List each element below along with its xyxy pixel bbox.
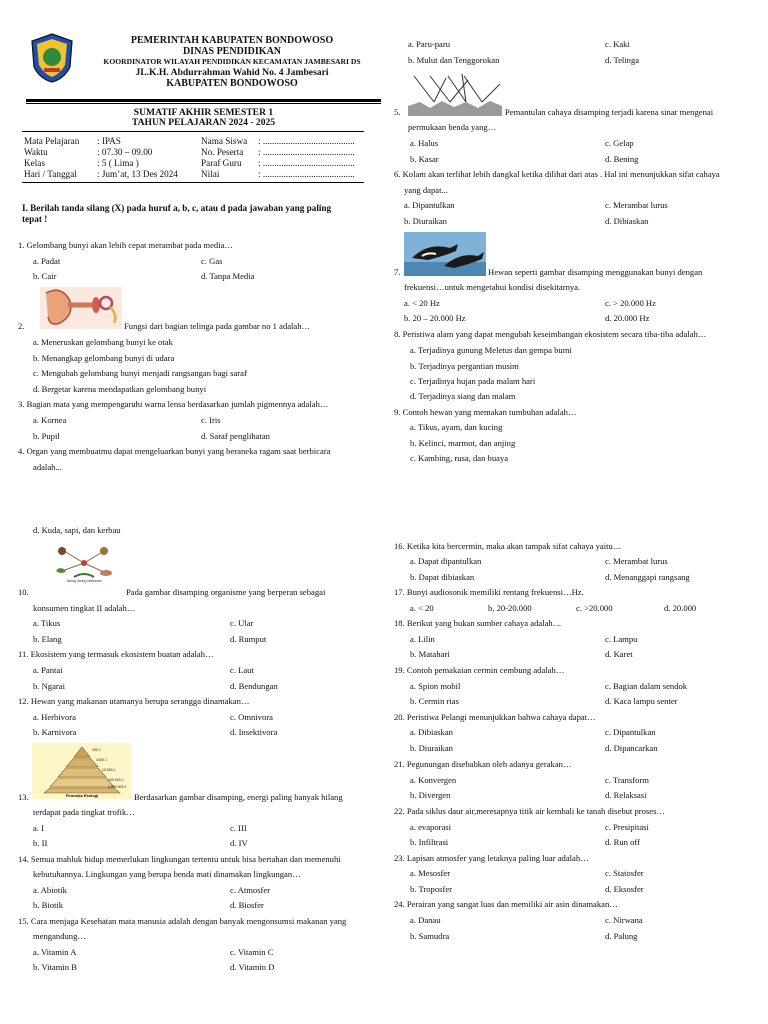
q22-option-b[interactable]: b. Infiltrasi [410,837,449,847]
q7-option-a[interactable]: a. < 20 Hz [404,298,440,308]
q6-option-b[interactable]: b. Diuraikan [404,216,447,226]
q13-option-a[interactable]: a. I [33,823,44,833]
q8-option-d[interactable]: d. Terjadinya siang dan malam [410,391,516,401]
q7-option-d[interactable]: d. 20.000 Hz [605,313,650,323]
q13-option-c[interactable]: c. III [230,823,247,833]
q12-option-c[interactable]: c. Omnivora [230,712,273,722]
question-4-line-2: adalah... [33,462,62,472]
q20-option-d[interactable]: d. Dipancarkan [605,743,658,753]
header-line-5: KABUPATEN BONDOWOSO [166,78,298,89]
q5-option-c[interactable]: c. Gelap [605,138,634,148]
exam-title: SUMATIF AKHIR SEMESTER 1 [133,107,274,118]
q18-option-b[interactable]: b. Matahari [410,649,450,659]
question-23: 23. Lapisan atmosfer yang letaknya paling luar adalah… [394,853,589,863]
header-line-2: DINAS PENDIDIKAN [182,46,282,57]
teacher-initial-label: Paraf Guru [201,158,242,168]
info-rule-bottom [22,182,364,183]
q24-option-d[interactable]: d. Palung [605,931,638,941]
header-line-1: PEMERINTAH KABUPATEN BONDOWOSO [130,35,334,46]
question-20: 20. Peristiwa Pelangi menunjukkan bahwa cahaya dapat… [394,712,596,722]
q21-option-a[interactable]: a. Konvergen [410,775,457,785]
question-11: 11. Ekosistem yang termasuk ekosistem buatan adalah… [18,649,214,659]
q12-option-d[interactable]: d. Insektivora [230,727,278,737]
q16-option-b[interactable]: b. Dapat dibiaskan [410,572,475,582]
q3-option-d[interactable]: d. Saraf penglihatan [201,431,270,441]
q3-option-a[interactable]: a. Kornea [33,415,67,425]
q3-option-c[interactable]: c. Iris [201,415,221,425]
q5-option-a[interactable]: a. Halus [410,138,439,148]
q4-option-d[interactable]: d. Telinga [605,55,640,65]
q17-option-d[interactable]: d. 20.000 [664,603,697,613]
question-8: 8. Peristiwa alam yang dapat mengubah keseimbangan ekosistem secara tiba-tiba adalah… [394,329,707,339]
q8-option-c[interactable]: c. Terjadinya hujan pada malam hari [410,376,536,386]
q1-option-a[interactable]: a. Padat [33,256,61,266]
time-value: : 07.30 – 09.00 [97,147,153,157]
q23-option-c[interactable]: c. Statosfer [605,868,644,878]
time-label: Waktu [24,147,48,157]
q4-option-c[interactable]: c. Kaki [605,39,630,49]
q6-option-d[interactable]: d. Dibiaskan [605,216,649,226]
q3-option-b[interactable]: b. Pupil [33,431,60,441]
q7-option-b[interactable]: b. 20 – 20.000 Hz [404,313,466,323]
q9-option-c[interactable]: c. Kambing, rusa, dan buaya [410,453,509,463]
question-12: 12. Hewan yang makanan utamanya berupa serangga dinamakan… [18,696,250,706]
question-1: 1. Gelombang bunyi akan lebih cepat merambat pada media… [18,240,234,250]
q13-option-b[interactable]: b. II [33,838,48,848]
question-15-line-1: 15. Cara menjaga Kesehatan mata manusia adalah dengan banyak mengonsumsi makanan yang [18,916,347,926]
subject-label: Mata Pelajaran [24,136,80,146]
q16-option-c[interactable]: c. Merambat lurus [605,556,668,566]
q17-option-c[interactable]: c. >20.000 [576,603,613,613]
question-10-line-2: konsumen tingkat II adalah… [33,603,136,613]
pyramid-label-100: 100 J [92,748,101,752]
pyramid-label-10000: 10.000 J [102,768,116,772]
q24-option-c[interactable]: c. Nirwana [605,915,643,925]
energy-pyramid-image [32,743,132,799]
q2-option-d[interactable]: d. Bergetar karena mendapatkan gelombang bunyi [33,384,207,394]
question-14-line-1: 14. Semua mahluk hidup memerlukan lingkungan tertentu untuk bisa bertahan dan memenuhi [18,854,341,864]
q15-option-a[interactable]: a. Vitamin A [33,947,77,957]
question-7-line-2: frekuensi…untuk mengetahui kondisi disekitarnya. [404,282,581,292]
q4-option-a[interactable]: a. Paru-paru [408,39,450,49]
q1-option-b[interactable]: b. Cair [33,271,57,281]
q2-option-a[interactable]: a. Meneruskan gelombang bunyi ke otak [33,337,173,347]
class-label: Kelas [24,158,45,168]
q4-option-b[interactable]: b. Mulut dan Tenggorokan [408,55,500,65]
q20-option-a[interactable]: a. Dibiaskan [410,727,453,737]
food-web-image [44,541,124,587]
question-14-line-2: kebutuhannya. Lingkungan yang berupa benda mati dinamakan lingkungan… [33,869,301,879]
q16-option-a[interactable]: a. Dapat dipantulkan [410,556,482,566]
q11-option-a[interactable]: a. Pantai [33,665,63,675]
q21-option-c[interactable]: c. Transform [605,775,649,785]
participant-number-label: No. Peserta [201,147,244,157]
q14-option-b[interactable]: b. Biotik [33,900,64,910]
q10-option-d[interactable]: d. Rumput [230,634,267,644]
score-field[interactable]: : ........................................ [258,169,355,179]
question-7-number: 7. [394,267,401,277]
q23-option-b[interactable]: b. Troposfer [410,884,453,894]
q21-option-d[interactable]: d. Relaksasi [605,790,647,800]
question-15-line-2: mengandung… [33,931,86,941]
question-21: 21. Pegunungan disebabkan oleh adanya gerakan… [394,759,572,769]
q14-option-a[interactable]: a. Abiotik [33,885,67,895]
q24-option-a[interactable]: a. Danau [410,915,441,925]
question-24: 24. Perairan yang sangat luas dan memiliki air asin dinamakan… [394,899,618,909]
q1-option-c[interactable]: c. Gas [201,256,223,266]
q15-option-b[interactable]: b. Vitamin B [33,962,77,972]
q14-option-d[interactable]: d. Biosfer [230,900,264,910]
q18-option-d[interactable]: d. Karet [605,649,633,659]
q14-option-c[interactable]: c. Atmosfer [230,885,271,895]
header-line-4: JL.K.H. Abdurrahman Wahid No. 4 Jambesari [135,67,329,78]
question-5-number: 5. [394,107,401,117]
score-label: Nilai [201,169,220,179]
q23-option-a[interactable]: a. Mesosfer [410,868,451,878]
q9-option-a[interactable]: a. Tikus, ayam, dan kucing [410,422,503,432]
pyramid-label-1000: 1000 J [96,758,107,762]
q7-option-c[interactable]: c. > 20.000 Hz [605,298,656,308]
question-13-line-1: Berdasarkan gambar disamping, energi paling banyak hilang [134,792,343,802]
q8-option-b[interactable]: b. Terjadinya pergantian musim [410,361,519,371]
q2-option-b[interactable]: b. Menangkap gelombang bunyi di udara [33,353,175,363]
q18-option-a[interactable]: a. Lilin [410,634,435,644]
question-6-line-2: yang dapat... [404,185,448,195]
q21-option-b[interactable]: b. Divergen [410,790,451,800]
question-2-number: 2. [18,321,25,331]
question-16: 16. Ketika kita bercermin, maka akan tampak sifat cahaya yaitu… [394,541,622,551]
q2-option-c[interactable]: c. Mengubah gelombang bunyi menjadi rangsangan bagi saraf [33,368,247,378]
header-line-3: KOORDINATOR WILAYAH PENDIDIKAN KECAMATAN JAMBESARI DS [103,57,361,66]
question-6-line-1: 6. Kolam akan terlihat lebih dangkal ketika dilihat dari atas . Hal ini menunjukkan sifat cahaya [394,169,720,179]
date-label: Hari / Tanggal [24,169,77,179]
question-5-line-2: permukaan benda yang… [408,122,497,132]
q5-option-d[interactable]: d. Bening [605,154,639,164]
student-name-label: Nama Siswa [201,136,248,146]
q12-option-b[interactable]: b. Karnivora [33,727,77,737]
q19-option-d[interactable]: d. Kaca lampu senter [605,696,678,706]
q23-option-d[interactable]: d. Eksosfer [605,884,644,894]
question-18: 18. Berikut yang bukan sumber cahaya adalah… [394,618,562,628]
q15-option-c[interactable]: c. Vitamin C [230,947,274,957]
question-10-number: 10. [18,587,29,597]
dolphin-photo [404,232,486,276]
q17-option-a[interactable]: a. < 20 [410,603,434,613]
q19-option-c[interactable]: c. Bagian dalam sendok [605,681,688,691]
q11-option-b[interactable]: b. Ngarai [33,681,65,691]
q17-option-b[interactable]: b. 20-20.000 [488,603,532,613]
q6-option-c[interactable]: c. Merambat lurus [605,200,668,210]
q5-option-b[interactable]: b. Kasar [410,154,439,164]
header-rule-thick [26,99,381,102]
regency-logo [30,33,74,83]
class-value: : 5 ( Lima ) [97,158,139,168]
q18-option-c[interactable]: c. Lampu [605,634,638,644]
question-7-line-1: Hewan seperti gambar disamping menggunakan bunyi dengan [488,267,703,277]
q11-option-c[interactable]: c. Laut [230,665,254,675]
participant-number-field[interactable]: : ........................................ [258,147,355,157]
instruction-line-2: tepat ! [22,214,48,224]
header-rule-thin [26,103,381,104]
ear-anatomy-image [40,287,122,329]
q1-option-d[interactable]: d. Tanpa Media [201,271,255,281]
q20-option-c[interactable]: c. Dipantulkan [605,727,656,737]
q16-option-d[interactable]: d. Menanggapi rangsang [605,572,690,582]
q6-option-a[interactable]: a. Dipantulkan [404,200,455,210]
q22-option-d[interactable]: d. Run off [605,837,640,847]
student-name-field[interactable]: : ........................................ [258,136,355,146]
question-9: 9. Contoh hewan yang memakan tumbuhan adalah… [394,407,577,417]
question-13-number: 13. [18,792,29,802]
pyramid-label-100000: 100.000 J [108,778,124,782]
q10-option-b[interactable]: b. Elang [33,634,62,644]
light-reflection-diagram [404,72,504,116]
exam-year: TAHUN PELAJARAN 2024 - 2025 [131,117,276,128]
question-10-line-1: Pada gambar disamping organisme yang berperan sebagai [126,587,326,597]
date-value: : Jum’at, 13 Des 2024 [97,169,178,179]
question-3: 3. Bagian mata yang mempengaruhi warna lensa berdasarkan jumlah pigmennya adalah… [18,399,329,409]
q10-option-c[interactable]: c. Ular [230,618,254,628]
pyramid-title: Piramida Ekologi [65,793,99,798]
info-rule-top [22,131,364,132]
q19-option-b[interactable]: b. Cermin rias [410,696,459,706]
q8-option-a[interactable]: a. Terjadinya gunung Meletus dan gempa bumi [410,345,572,355]
question-4-line-1: 4. Organ yang membuatmu dapat mengeluarkan bunyi yang beraneka ragam saat berbicara [18,446,331,456]
question-19: 19. Contoh pemakaian cermin cembung adalah… [394,665,565,675]
subject-value: : IPAS [97,136,121,146]
q13-option-d[interactable]: d. IV [230,838,248,848]
question-13-line-2: terdapat pada tingkat trofik… [33,807,135,817]
q22-option-c[interactable]: c. Presipitasi [605,822,649,832]
q24-option-b[interactable]: b. Samudra [410,931,450,941]
question-17: 17. Bunyi audiosonik memiliki rentang frekuensi…Hz. [394,587,584,597]
q10-option-a[interactable]: a. Tikus [33,618,61,628]
q9-option-b[interactable]: b. Kelinci, marmot, dan anjing [410,438,516,448]
pyramid-label-1000000: 1.000.000 J [108,785,127,789]
food-web-caption: Jaring-Jaring Makanan [66,579,102,583]
q20-option-b[interactable]: b. Diuraikan [410,743,453,753]
question-2: Fungsi dari bagian telinga pada gambar no 1 adalah… [124,321,311,331]
q11-option-d[interactable]: d. Bendungan [230,681,278,691]
question-5-line-1: Pemantulan cahaya disamping terjadi karena sinar mengenai [505,107,714,117]
question-22: 22. Pada siklus daur air,meresapnya titik air kembali ke tanah disebut proses… [394,806,666,816]
instruction-line-1: I. Berilah tanda silang (X) pada huruf a, b, c, atau d pada jawaban yang paling [22,203,332,213]
q9-option-d[interactable]: d. Kuda, sapi, dan kerbau [33,525,121,535]
q15-option-d[interactable]: d. Vitamin D [230,962,275,972]
q19-option-a[interactable]: a. Spion mobil [410,681,461,691]
q22-option-a[interactable]: a. evaporasi [410,822,452,832]
q12-option-a[interactable]: a. Herbivora [33,712,76,722]
teacher-initial-field[interactable]: : ........................................ [258,158,355,168]
